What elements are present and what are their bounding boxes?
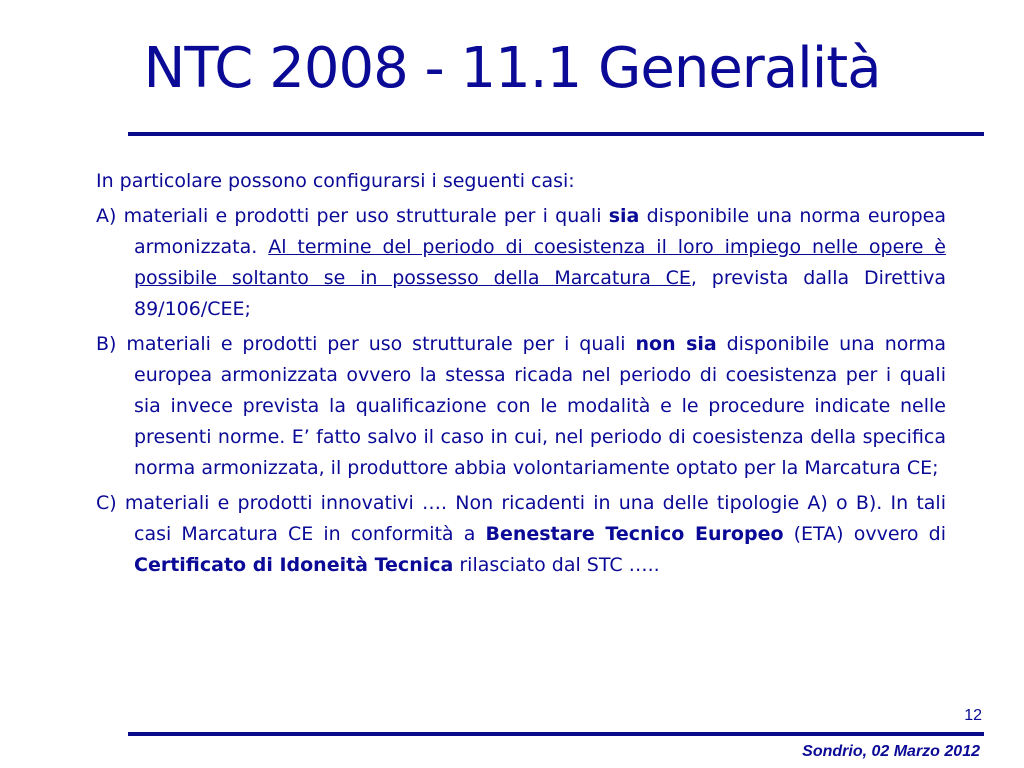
case-b (96, 329, 946, 484)
slide-title: NTC 2008 - 11.1 Generalità (143, 36, 881, 101)
case-c (96, 488, 946, 581)
case-a-mid: disponibile una norma europea armonizzata. (134, 205, 946, 258)
footer-text: Sondrio, 02 Marzo 2012 (802, 743, 980, 760)
case-c-mid: (ETA) ovvero di (783, 523, 946, 545)
case-b-suffix: disponibile una norma europea armonizzata ovvero la stessa ricada nel periodo di coesistenza per i quali sia invece prevista la qualificazione con le modalità e le procedure indicate nelle presenti norme. E’ fatto salvo il caso in cui, nel periodo di coesistenza della specifica norma armonizzata, il produttore abbia volontariamente optato per la Marcatura CE; (134, 333, 946, 479)
case-c-bold-cit: Certificato di Idoneità Tecnica (134, 554, 454, 576)
case-b-prefix: B) materiali e prodotti per uso strutturale per i quali (96, 333, 636, 355)
case-a-prefix: A) materiali e prodotti per uso strutturale per i quali (96, 205, 609, 227)
page-number: 12 (964, 707, 982, 724)
case-c-prefix: C) materiali e prodotti innovativi …. Non ricadenti in una delle tipologie A) o B). In tali casi Marcatura CE in conformità a (96, 492, 946, 545)
footer-divider (128, 732, 984, 736)
slide-body (96, 166, 946, 585)
title-divider (128, 132, 984, 136)
case-c-suffix: rilasciato dal STC ….. (453, 554, 660, 576)
case-b-bold: non sia (635, 333, 717, 355)
case-a-suffix: , prevista dalla Direttiva 89/106/CEE; (134, 267, 946, 320)
case-a-underlined: Al termine del periodo di coesistenza il loro impiego nelle opere è possibile soltanto se in possesso della Marcatura CE (134, 236, 946, 289)
case-a (96, 201, 946, 325)
intro-text: In particolare possono configurarsi i seguenti casi: (96, 170, 575, 192)
case-a-bold: sia (608, 205, 640, 227)
case-c-bold-eta: Benestare Tecnico Europeo (485, 523, 784, 545)
